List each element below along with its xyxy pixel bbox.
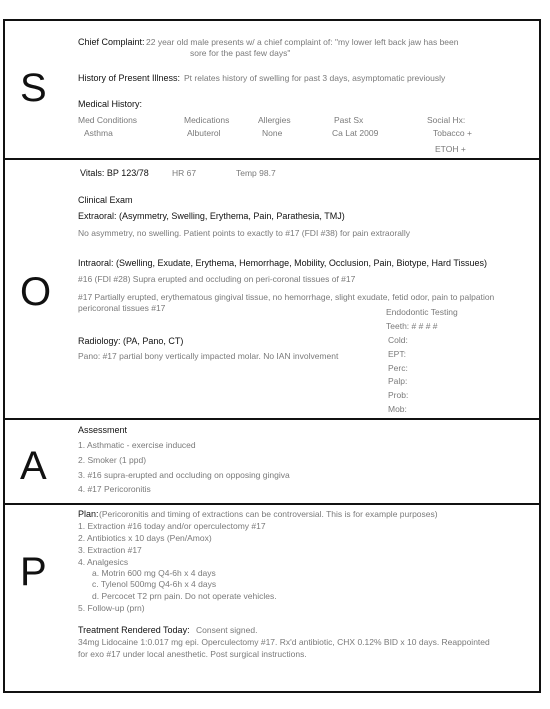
col-past-sx: Past Sx [334,115,364,125]
chief-complaint-value-cont: sore for the past few days" [190,48,291,58]
intraoral-value-2: #17 Partially erupted, erythematous gingival tissue, no hemorrhage, slight exudate, fetid odor, pain to palpation [78,292,495,302]
plan-item: 1. Extraction #16 today and/or operculectomy #17 [78,521,266,531]
vitals-temp: Temp 98.7 [236,168,276,178]
vitals-bp: Vitals: BP 123/78 [80,168,149,178]
extraoral-label: Extraoral: (Asymmetry, Swelling, Erythema, Pain, Parathesia, TMJ) [78,211,345,221]
endo-teeth: Teeth: # # # # [386,321,438,331]
endo-cold: Cold: [388,335,408,345]
top-rule [3,19,539,21]
assessment-item: 3. #16 supra-erupted and occluding on opposing gingiva [78,470,290,480]
intraoral-value-3: pericoronal tissues #17 [78,303,166,313]
radiology-label: Radiology: (PA, Pano, CT) [78,336,184,346]
endo-perc: Perc: [388,363,408,373]
endo-title: Endodontic Testing [386,307,458,317]
endo-ept: EPT: [388,349,406,359]
divider-a-p [3,503,539,505]
endo-palp: Palp: [388,376,408,386]
intraoral-label: Intraoral: (Swelling, Exudate, Erythema, Hemorrhage, Mobility, Occlusion, Pain, Biotype, Hard Tissues) [78,258,488,268]
bottom-rule [3,691,539,693]
plan-item: d. Percocet T2 prn pain. Do not operate vehicles. [92,591,277,601]
hpi-value: Pt relates history of swelling for past 3 days, asymptomatic previously [184,73,446,83]
intraoral-value-1: #16 (FDI #28) Supra erupted and occluding on peri-coronal tissues of #17 [78,274,356,284]
treatment-label: Treatment Rendered Today: [78,625,190,635]
endo-mob: Mob: [388,404,407,414]
assessment-item: 1. Asthmatic - exercise induced [78,440,196,450]
clinical-exam-heading: Clinical Exam [78,195,133,205]
value-medications: Albuterol [187,128,221,138]
chief-complaint-value: 22 year old male presents w/ a chief complaint of: "my lower left back jaw has been [146,37,459,47]
plan-label: Plan: [78,509,99,519]
value-allergies: None [262,128,283,138]
plan-item: c. Tylenol 500mg Q4-6h x 4 days [92,579,217,589]
col-allergies: Allergies [258,115,291,125]
section-letter-s: S [20,66,47,110]
col-social-hx: Social Hx: [427,115,466,125]
divider-s-o [3,158,539,160]
plan-item: a. Motrin 600 mg Q4-6h x 4 days [92,568,216,578]
plan-item: 4. Analgesics [78,557,129,567]
plan-item: 2. Antibiotics x 10 days (Pen/Amox) [78,533,212,543]
treatment-line-1: 34mg Lidocaine 1:0.017 mg epi. Operculectomy #17. Rx'd antibiotic, CHX 0.12% BID x 10 days. Reappointed [78,637,490,647]
section-letter-a: A [20,444,47,488]
assessment-item: 4. #17 Pericoronitis [78,484,151,494]
col-medications: Medications [184,115,230,125]
treatment-line-2: for exo #17 under local anesthetic. Post surgical instructions. [78,649,307,659]
section-letter-o: O [20,270,52,314]
extraoral-value: No asymmetry, no swelling. Patient points to exactly to #17 (FDI #38) for pain extraorally [78,228,410,238]
treatment-consent: Consent signed. [196,625,258,635]
plan-label-note: (Pericoronitis and timing of extractions can be controversial. This is for example purposes) [99,509,438,519]
value-tobacco: Tobacco + [433,128,472,138]
hpi-label: History of Present Illness: [78,73,181,83]
section-letter-p: P [20,550,47,594]
value-etoh: ETOH + [435,144,466,154]
col-med-conditions: Med Conditions [78,115,138,125]
divider-o-a [3,418,539,420]
medical-history-label: Medical History: [78,99,143,109]
endo-prob: Prob: [388,390,409,400]
plan-item: 5. Follow-up (prn) [78,603,145,613]
plan-item: 3. Extraction #17 [78,545,142,555]
value-med-conditions: Asthma [84,128,113,138]
vitals-hr: HR 67 [172,168,197,178]
assessment-item: 2. Smoker (1 ppd) [78,455,147,465]
chief-complaint-label: Chief Complaint: [78,37,145,47]
assessment-label: Assessment [78,425,128,435]
radiology-value: Pano: #17 partial bony vertically impacted molar. No IAN involvement [78,351,339,361]
value-past-sx: Ca Lat 2009 [332,128,379,138]
